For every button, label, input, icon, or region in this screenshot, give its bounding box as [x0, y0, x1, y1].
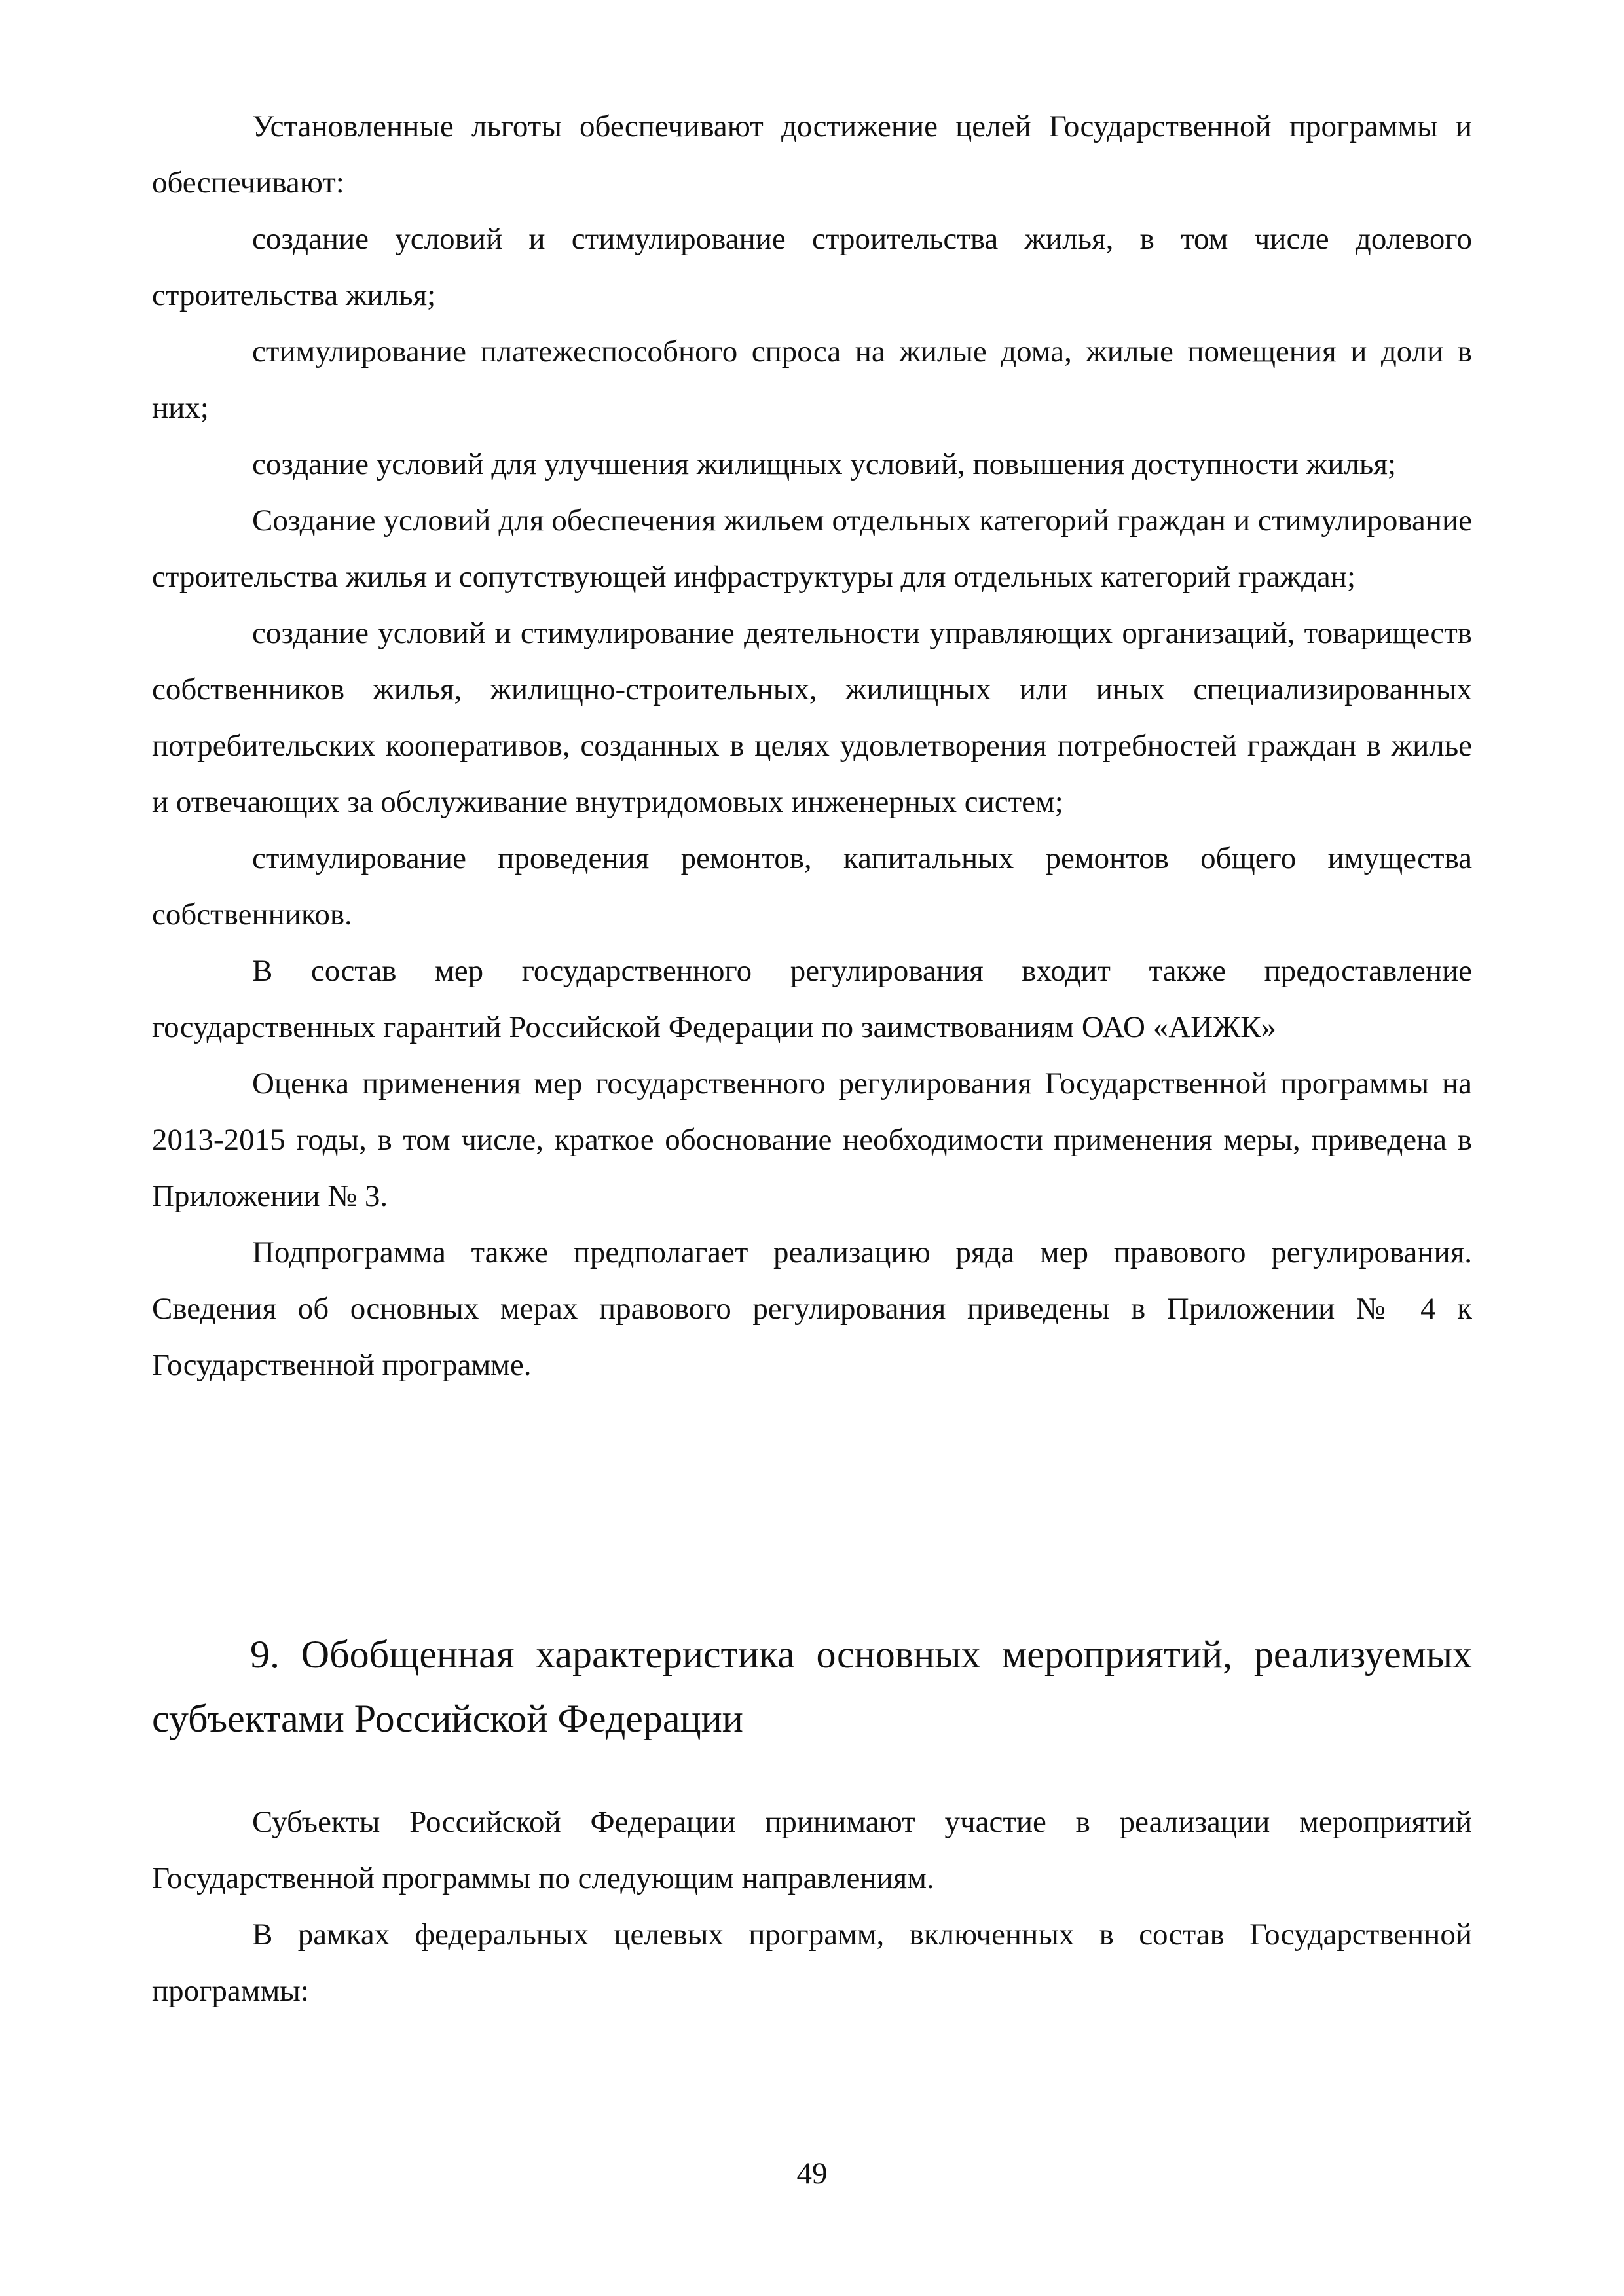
page-number: 49 [796, 2157, 828, 2191]
paragraph: создание условий и стимулирование строительства жилья, в том числе долевого строительства жилья; [152, 222, 1472, 312]
document-body-bottom [152, 1794, 1472, 2019]
paragraph: В рамках федеральных целевых программ, включенных в состав Государственной программы: [152, 1918, 1472, 2008]
paragraph: Создание условий для обеспечения жильем отдельных категорий граждан и стимулирование строительства жилья и сопутствующей инфраструктуры для отдельных категорий граждан; [152, 503, 1472, 594]
paragraph: создание условий для улучшения жилищных условий, повышения доступности жилья; [252, 447, 1397, 481]
paragraph: Субъекты Российской Федерации принимают участие в реализации мероприятий Государственной программы по следующим направлениям. [152, 1805, 1472, 1895]
paragraph: стимулирование проведения ремонтов, капитальных ремонтов общего имущества собственников. [152, 841, 1472, 932]
paragraph: Установленные льготы обеспечивают достижение целей Государственной программы и обеспечивают: [152, 109, 1472, 200]
paragraph: В состав мер государственного регулирования входит также предоставление государственных гарантий Российской Федерации по заимствованиям ОАО «АИЖК» [152, 954, 1472, 1044]
paragraph: стимулирование платежеспособного спроса на жилые дома, жилые помещения и доли в них; [152, 335, 1472, 425]
paragraph: Подпрограмма также предполагает реализацию ряда мер правового регулирования. Сведения об основных мерах правового регулирования приведены в Приложении № 4 к Государственной программе. [152, 1235, 1472, 1382]
paragraph: Оценка применения мер государственного регулирования Государственной программы на 2013-2015 годы, в том числе, краткое обоснование необходимости применения меры, приведена в Приложении № 3. [152, 1066, 1472, 1213]
document-body-top [152, 98, 1472, 1393]
paragraph: создание условий и стимулирование деятельности управляющих организаций, товариществ собственников жилья, жилищно-строительных, жилищных или иных специализированных потребительских кооперативов, созданных в целях удовлетворения потребностей граждан в жилье и отвечающих за обслуживание внутридомовых инженерных систем; [152, 616, 1472, 819]
section-heading: 9. Обобщенная характеристика основных мероприятий, реализуемых субъектами Российской Федерации [152, 1633, 1472, 1740]
